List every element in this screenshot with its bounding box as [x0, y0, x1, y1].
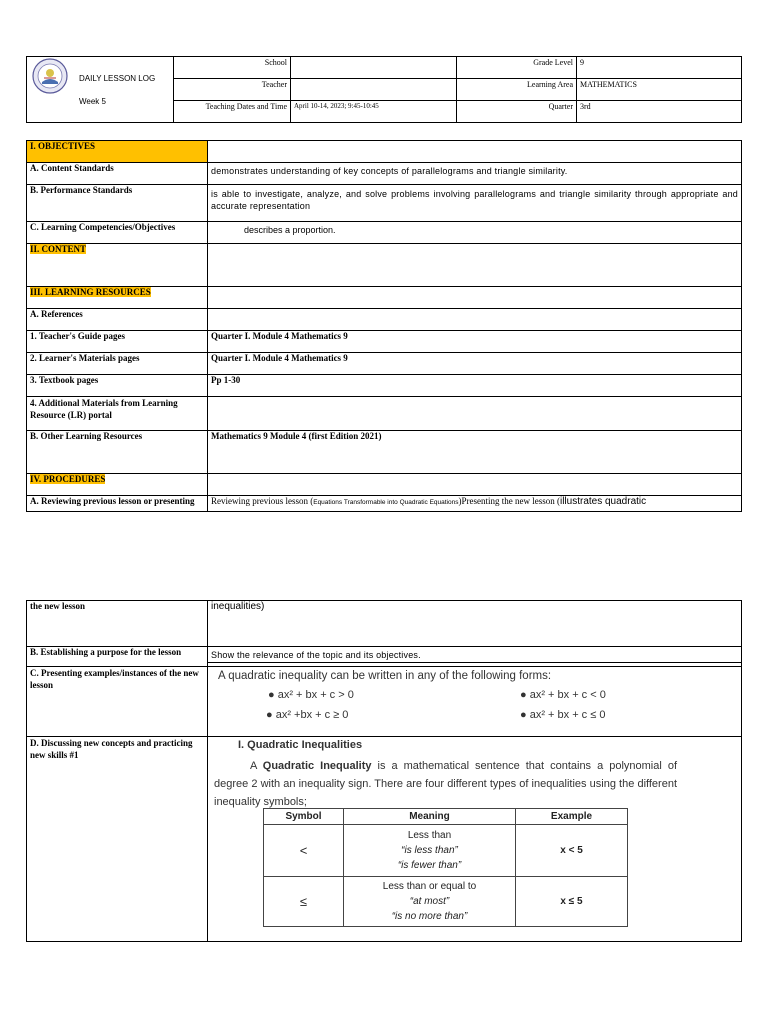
- competencies-value[interactable]: describes a proportion.: [208, 222, 742, 244]
- header-meaning: Meaning: [344, 809, 516, 825]
- area-label: Learning Area: [457, 79, 577, 101]
- learners-materials-label: 2. Learner's Materials pages: [27, 353, 208, 375]
- quadratic-inequality-paragraph: A Quadratic Inequality is a mathematical sentence that contains a polynomial of degree 2 with an inequality sign. There are four different types of inequalities using the different inequality symbols;: [214, 760, 677, 808]
- textbook-label: 3. Textbook pages: [27, 375, 208, 397]
- symbol-less: <: [264, 825, 344, 877]
- resources-heading-cell: [27, 287, 208, 309]
- header-symbol: Symbol: [264, 809, 344, 825]
- symbol-less-equal: ≤: [264, 877, 344, 927]
- area-value[interactable]: MATHEMATICS: [577, 79, 742, 101]
- new-lesson-value[interactable]: inequalities): [208, 601, 742, 647]
- dates-label: Teaching Dates and Time: [174, 101, 291, 123]
- learners-materials-value[interactable]: Quarter I. Module 4 Mathematics 9: [208, 353, 742, 375]
- header-example: Example: [516, 809, 628, 825]
- performance-standards-label: B. Performance Standards: [27, 185, 208, 222]
- content-heading: II. CONTENT: [30, 244, 87, 254]
- other-resources-value[interactable]: Mathematics 9 Module 4 (first Edition 2021): [208, 431, 742, 474]
- section-title: I. Quadratic Inequalities: [238, 739, 363, 751]
- forms-intro: A quadratic inequality can be written in any of the following forms:: [218, 670, 552, 682]
- form-greater: ● ax² + bx + c > 0: [268, 689, 354, 701]
- discussing-label: D. Discussing new concepts and practicing new skills #1: [27, 737, 208, 942]
- form-greater-equal: ● ax² +bx + c ≥ 0: [266, 709, 349, 721]
- school-value[interactable]: [291, 57, 457, 79]
- quarter-label: Quarter: [457, 101, 577, 123]
- log-title: DAILY LESSON LOG: [79, 73, 156, 83]
- reviewing-label: A. Reviewing previous lesson or presenting: [27, 496, 208, 512]
- inequality-symbols-table: [263, 808, 628, 927]
- lesson-plan-table: [26, 140, 742, 512]
- lesson-log-header-table: [26, 56, 742, 123]
- content-heading-cell: [27, 244, 208, 287]
- content-standards-value[interactable]: demonstrates understanding of key concepts of parallelograms and triangle similarity.: [208, 163, 742, 185]
- quarter-value[interactable]: 3rd: [577, 101, 742, 123]
- new-lesson-label: the new lesson: [27, 601, 208, 647]
- textbook-value[interactable]: Pp 1-30: [208, 375, 742, 397]
- objectives-heading: I. OBJECTIVES: [27, 141, 208, 163]
- teachers-guide-label: 1. Teacher's Guide pages: [27, 331, 208, 353]
- log-title-cell: [27, 57, 174, 123]
- other-resources-label: B. Other Learning Resources: [27, 431, 208, 474]
- meaning-less-equal: Less than or equal to “at most” “is no more than”: [344, 877, 516, 927]
- resources-heading: III. LEARNING RESOURCES: [30, 287, 151, 297]
- form-less: ● ax² + bx + c < 0: [520, 689, 606, 701]
- dates-value[interactable]: April 10-14, 2023; 9:45-10:45: [291, 101, 457, 123]
- references-label: A. References: [27, 309, 208, 331]
- example-less: x < 5: [516, 825, 628, 877]
- school-label: School: [174, 57, 291, 79]
- example-less-equal: x ≤ 5: [516, 877, 628, 927]
- grade-value[interactable]: 9: [577, 57, 742, 79]
- competencies-label: C. Learning Competencies/Objectives: [27, 222, 208, 244]
- teachers-guide-value[interactable]: Quarter I. Module 4 Mathematics 9: [208, 331, 742, 353]
- examples-label: C. Presenting examples/instances of the new lesson: [27, 667, 208, 737]
- procedures-heading-cell: [27, 474, 208, 496]
- meaning-less: Less than “is less than” “is fewer than”: [344, 825, 516, 877]
- additional-materials-value[interactable]: [208, 397, 742, 431]
- purpose-value[interactable]: Show the relevance of the topic and its objectives.: [208, 647, 742, 667]
- reviewing-value[interactable]: Reviewing previous lesson (Equations Transformable into Quadratic Equations)Presenting the new lesson (illustrates quadratic: [208, 496, 742, 512]
- purpose-label: B. Establishing a purpose for the lesson: [27, 647, 208, 667]
- week-label: Week 5: [79, 96, 106, 106]
- additional-materials-label: 4. Additional Materials from Learning Resource (LR) portal: [27, 397, 208, 431]
- content-standards-label: A. Content Standards: [27, 163, 208, 185]
- grade-label: Grade Level: [457, 57, 577, 79]
- form-less-equal: ● ax² + bx + c ≤ 0: [520, 709, 606, 721]
- procedures-heading: IV. PROCEDURES: [30, 474, 106, 484]
- teacher-label: Teacher: [174, 79, 291, 101]
- teacher-value[interactable]: [291, 79, 457, 101]
- performance-standards-value[interactable]: is able to investigate, analyze, and solve problems involving parallelograms and triangle similarity through appropriate and accurate representation: [208, 185, 742, 222]
- examples-divider: [208, 662, 742, 663]
- content-value[interactable]: [208, 244, 742, 287]
